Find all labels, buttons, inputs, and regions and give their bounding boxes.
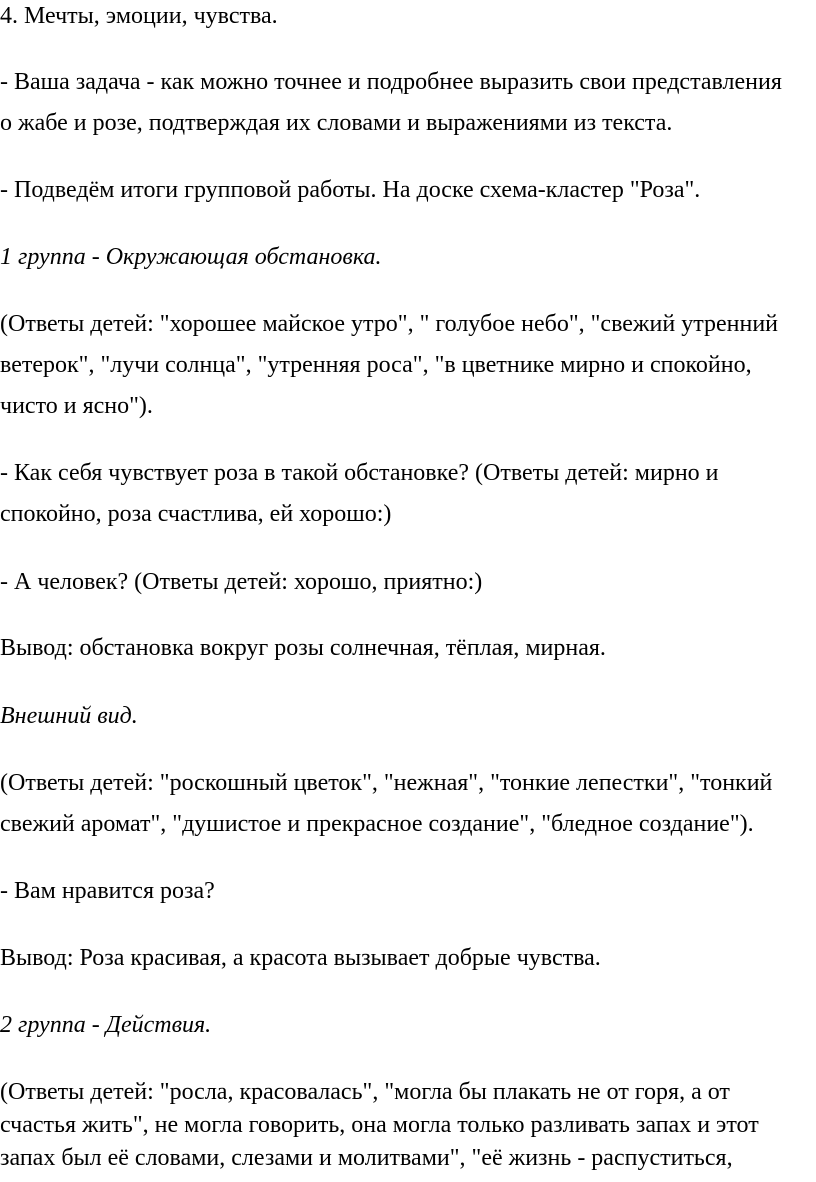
paragraph-task-line-2: о жабе и розе, подтверждая их словами и выражениями из текста. bbox=[0, 110, 673, 136]
answers-3-line-1: (Ответы детей: "росла, красовалась", "могла бы плакать не от горя, а от bbox=[0, 1079, 730, 1105]
answers-1-line-1: (Ответы детей: "хорошее майское утро", " голубое небо", "свежий утренний bbox=[0, 311, 779, 337]
paragraph-summary: - Подведём итоги групповой работы. На доске схема-кластер "Роза". bbox=[0, 177, 701, 203]
question-human: - А человек? (Ответы детей: хорошо, приятно:) bbox=[0, 569, 483, 595]
answers-3-line-3: запах был её словами, слезами и молитвами", "её жизнь - распуститься, bbox=[0, 1145, 733, 1171]
answers-1-line-3: чисто и ясно"). bbox=[0, 393, 153, 419]
appearance-heading: Внешний вид. bbox=[0, 703, 138, 729]
answers-2-line-2: свежий аромат", "душистое и прекрасное создание", "бледное создание"). bbox=[0, 811, 754, 837]
question-rose-feeling-line-2: спокойно, роза счастлива, ей хорошо:) bbox=[0, 501, 392, 527]
answers-2-line-1: (Ответы детей: "роскошный цветок", "нежная", "тонкие лепестки", "тонкий bbox=[0, 770, 773, 796]
question-rose-feeling-line-1: - Как себя чувствует роза в такой обстановке? (Ответы детей: мирно и bbox=[0, 460, 719, 486]
group-2-heading: 2 группа - Действия. bbox=[0, 1012, 212, 1038]
paragraph-task-line-1: - Ваша задача - как можно точнее и подробнее выразить свои представления bbox=[0, 69, 782, 95]
conclusion-2: Вывод: Роза красивая, а красота вызывает добрые чувства. bbox=[0, 945, 601, 971]
group-1-heading: 1 группа - Окружающая обстановка. bbox=[0, 244, 382, 270]
answers-3-line-2: счастья жить", не могла говорить, она могла только разливать запах и этот bbox=[0, 1112, 759, 1138]
conclusion-1: Вывод: обстановка вокруг розы солнечная, тёплая, мирная. bbox=[0, 635, 606, 661]
question-like-rose: - Вам нравится роза? bbox=[0, 878, 215, 904]
section-heading-dreams: 4. Мечты, эмоции, чувства. bbox=[0, 3, 278, 29]
answers-1-line-2: ветерок", "лучи солнца", "утренняя роса", "в цветнике мирно и спокойно, bbox=[0, 352, 752, 378]
